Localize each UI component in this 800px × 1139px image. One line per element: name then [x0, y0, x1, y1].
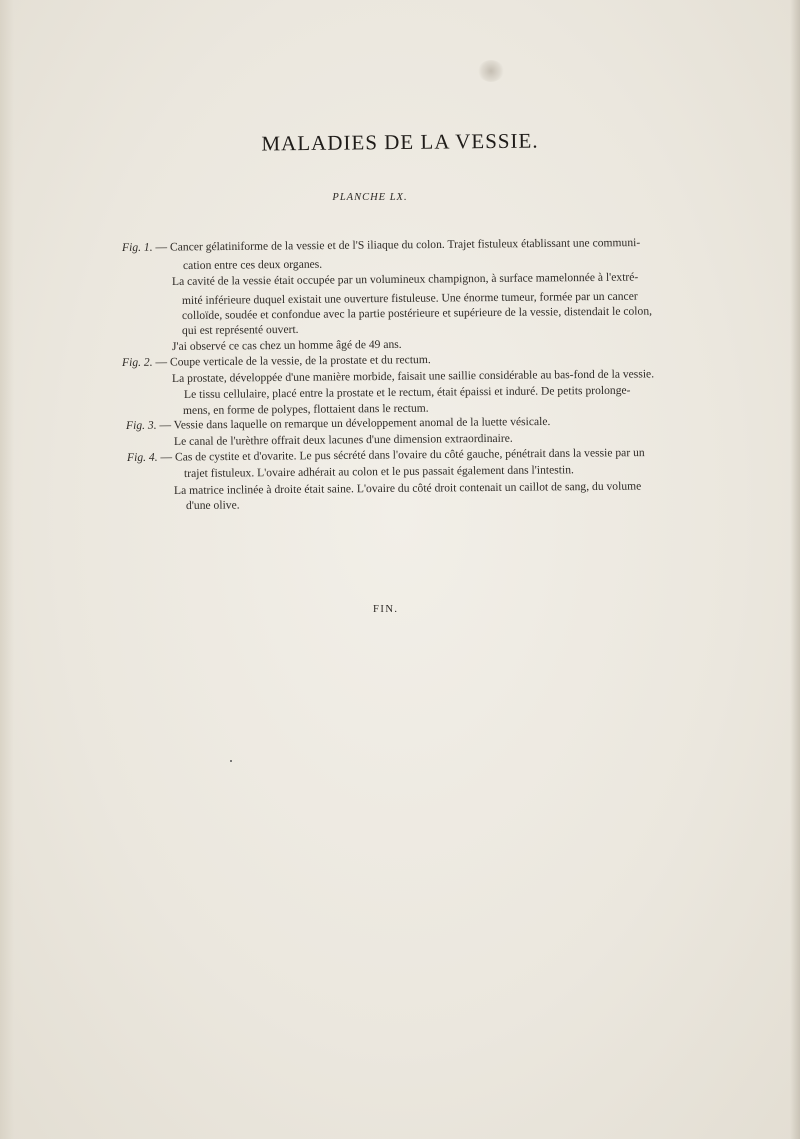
text-line	[182, 323, 299, 337]
line-text: d'une olive.	[185, 498, 240, 512]
line-text: — Vessie dans laquelle on remarque un développement anomal de la luette vésicale.	[156, 414, 551, 432]
text-line	[122, 353, 431, 369]
line-text: Le tissu cellulaire, placé entre la prostate et le rectum, était épaissi et induré. De petits prolonge-	[183, 383, 631, 401]
text-line	[174, 432, 513, 448]
text-line	[172, 367, 654, 385]
text-line	[122, 236, 640, 254]
line-text: — Coupe verticale de la vessie, de la prostate et du rectum.	[152, 353, 431, 369]
text-line	[127, 446, 645, 464]
text-line	[183, 258, 322, 272]
text-line	[172, 338, 402, 353]
line-text: qui est représenté ouvert.	[181, 322, 299, 337]
page-title: MALADIES DE LA VESSIE.	[261, 128, 539, 156]
text-line	[174, 480, 641, 497]
ink-speck	[230, 760, 232, 762]
line-text: mité inférieure duquel existait une ouverture fistuleuse. Une énorme tumeur, formée par un cancer	[181, 289, 638, 307]
line-text: — Cancer gélatiniforme de la vessie et de l'S iliaque du colon. Trajet fistuleux établissant une communi-	[152, 236, 641, 254]
line-text: La prostate, développée d'une manière morbide, faisait une saillie considérable au bas-fond de la vessie.	[171, 367, 655, 385]
line-text: Le canal de l'urèthre offrait deux lacunes d'une dimension extraordinaire.	[173, 431, 513, 448]
text-line	[182, 304, 652, 322]
line-text: — Cas de cystite et d'ovarite. Le pus sécrété dans l'ovaire du côté gauche, pénétrait dans la vessie par un	[157, 446, 645, 464]
text-line	[184, 384, 631, 401]
line-text: La matrice inclinée à droite était saine. L'ovaire du côté droit contenait un caillot de sang, du volume	[173, 479, 642, 497]
line-text: cation entre ces deux organes.	[182, 257, 323, 272]
text-line	[172, 271, 638, 288]
text-line	[186, 498, 240, 512]
page-edge-right	[790, 0, 800, 1139]
paper-stain	[478, 60, 504, 82]
plate-subtitle: PLANCHE LX.	[332, 192, 408, 203]
line-text: La cavité de la vessie était occupée par un volumineux champignon, à surface mamelonnée à l'extré-	[171, 270, 639, 288]
line-text: trajet fistuleux. L'ovaire adhérait au colon et le pus passait également dans l'intestin.	[183, 463, 574, 480]
fin-label: FIN.	[373, 604, 399, 615]
text-line	[183, 402, 429, 417]
page-edge-left	[0, 0, 14, 1139]
line-text: mens, en forme de polypes, flottaient dans le rectum.	[182, 401, 429, 417]
figure-label: Fig. 3.	[125, 418, 157, 432]
text-line	[126, 415, 551, 432]
text-line	[184, 463, 574, 480]
line-text: colloïde, soudée et confondue avec la partie postérieure et supérieure de la vessie, distendait le colon,	[181, 304, 653, 322]
figure-label: Fig. 4.	[126, 450, 158, 464]
figure-label: Fig. 1.	[121, 240, 153, 254]
line-text: J'ai observé ce cas chez un homme âgé de 49 ans.	[171, 337, 402, 353]
figure-label: Fig. 2.	[121, 355, 153, 369]
